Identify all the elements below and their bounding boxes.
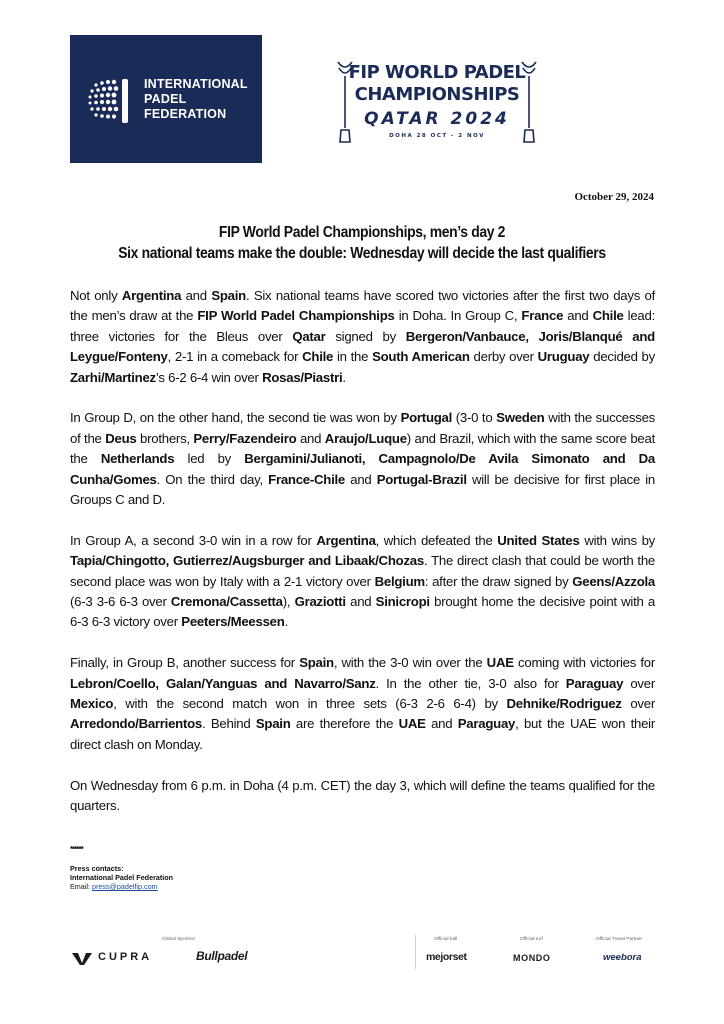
official-turf-label: Official turf: [520, 937, 543, 942]
bold-run: Perry/Fazendeiro: [193, 430, 297, 446]
paragraph-2: [70, 408, 655, 510]
text-run: and: [296, 430, 325, 446]
text-run: in Doha. In Group C,: [394, 308, 522, 324]
text-run: In Group A, a second 3-0 win in a row for: [70, 532, 317, 548]
bold-run: France-Chile: [268, 471, 346, 487]
ipf-logo-line1: INTERNATIONAL: [144, 77, 248, 91]
bold-run: Graziotti: [294, 594, 346, 610]
text-run: signed by: [325, 328, 406, 344]
bold-run: Dehnike/Rodriguez: [506, 696, 622, 712]
text-run: . The direct clash that could be worth the second place was won by Italy with a 2-1 victory over: [70, 553, 656, 589]
bold-run: Rosas/Piastri: [262, 369, 343, 385]
bold-run: Sinicropi: [375, 594, 430, 610]
text-run: and: [563, 308, 593, 324]
email-link[interactable]: press@padelfip.com: [91, 882, 158, 891]
paragraph-1: [70, 286, 655, 388]
email-label: Email:: [70, 882, 92, 891]
text-run: , but the UAE won their direct clash on Monday.: [70, 716, 655, 752]
contact-org-name: International Padel Federation: [70, 873, 174, 882]
bold-run: United States: [497, 532, 580, 548]
mondo-logo: MONDO: [513, 953, 551, 963]
sponsor-divider: [415, 935, 416, 969]
text-run: will be decisive for first place in Groups C and D.: [70, 471, 655, 508]
text-run: In Group D, on the other hand, the second tie was won by: [70, 410, 401, 426]
ipf-logo-text: [144, 77, 248, 122]
text-run: (3-0 to: [452, 410, 497, 426]
event-logo-line1: FIP WORLD PADEL: [348, 62, 526, 83]
padel-racket-icon: [86, 75, 138, 127]
text-run: . In the other tie, 3-0 also for: [375, 675, 566, 691]
text-run: On Wednesday from 6 p.m. in Doha (4 p.m. CET) the day 3, which will define the teams qualified for the quarters.: [70, 777, 655, 814]
text-run: derby over: [469, 349, 538, 365]
global-sponsor-label: Global Sponsor: [162, 937, 196, 942]
bold-run: Chile: [592, 308, 624, 324]
press-contacts: [70, 864, 173, 891]
text-run: with the successes of the: [70, 410, 655, 446]
text-run: and: [425, 716, 458, 732]
text-run: and: [345, 594, 376, 610]
text-run: .: [342, 369, 346, 385]
cupra-icon: [72, 951, 92, 965]
text-run: : after the draw signed by: [424, 573, 573, 589]
separator-stars: ******: [70, 845, 83, 854]
bold-run: Portugal-Brazil: [376, 471, 467, 487]
text-run: are therefore the: [290, 716, 399, 732]
bold-run: Deus: [105, 430, 137, 446]
text-run: .: [284, 614, 288, 630]
bullpadel-logo: Bullpadel: [196, 949, 248, 963]
event-logo-line3: QATAR 2024: [364, 109, 510, 129]
text-run: . Six national teams have scored two victories after the first two days of the men’s draw at the: [70, 288, 655, 324]
bold-run: Geens/Azzola: [572, 573, 655, 589]
text-run: over: [623, 675, 655, 691]
bold-run: Netherlands: [100, 451, 175, 467]
text-run: and: [181, 288, 212, 303]
article-body: [70, 286, 655, 837]
weebora-logo: weebora: [603, 952, 642, 963]
text-run: decided by: [589, 349, 655, 365]
bold-run: Spain: [299, 655, 334, 671]
bold-run: UAE: [486, 655, 514, 671]
bold-run: Chile: [302, 349, 334, 365]
text-run: ’s 6-2 6-4 win over: [155, 369, 263, 385]
bold-run: Tapia/Chingotto, Gutierrez/Augsburger and Libaak/Chozas: [70, 553, 424, 569]
bold-run: South American: [372, 349, 470, 365]
text-run: lead: three victories for the Bleus over: [70, 308, 656, 344]
text-run: with wins by: [579, 532, 655, 548]
text-run: (6-3 3-6 6-3 over: [70, 594, 171, 610]
bold-run: Arredondo/Barrientos: [70, 716, 203, 732]
bold-run: Paraguay: [457, 716, 516, 732]
text-run: , with the second match won in three sets (6-3 2-6 6-4) by: [113, 696, 507, 712]
contact-email-row: [70, 882, 173, 891]
text-run: brought home the decisive point with a 6-3 6-3 victory over: [70, 594, 655, 630]
text-run: led by: [174, 451, 245, 467]
event-logo-line4: DOHA 28 OCT - 2 NOV: [389, 133, 485, 139]
text-run: coming with victories for: [513, 655, 655, 671]
bold-run: Spain: [211, 288, 246, 303]
text-run: over: [621, 696, 655, 712]
text-run: Not only: [70, 288, 122, 303]
bold-run: Araujo/Luque: [324, 430, 407, 446]
bold-run: Sweden: [496, 410, 545, 426]
subheadline: Six national teams make the double: Wednesday will decide the last qualifiers: [118, 245, 606, 262]
text-run: in the: [333, 349, 373, 365]
bold-run: Cremona/Cassetta: [170, 594, 283, 610]
official-travel-label: Official Travel Partner: [596, 937, 643, 942]
ipf-logo: [70, 35, 262, 163]
bold-run: Argentina: [316, 532, 376, 548]
bold-run: Peeters/Meessen: [181, 614, 285, 630]
bold-run: Lebron/Coello, Galan/Yanguas and Navarro/Sanz: [70, 675, 376, 691]
text-run: and: [345, 471, 377, 487]
paragraph-4: [70, 653, 655, 755]
text-run: ) and Brazil, which with the same score beat the: [70, 430, 655, 467]
ipf-logo-line2: PADEL: [144, 92, 187, 106]
official-ball-label: Official ball: [434, 937, 458, 942]
bold-run: Paraguay: [565, 675, 624, 691]
bold-run: Spain: [255, 716, 291, 732]
cupra-logo: CUPRA: [98, 951, 153, 963]
press-contacts-label: Press contacts:: [70, 864, 124, 873]
bold-run: Bergamini/Julianoti, Campagnolo/De Avila Simonato and Da Cunha/Gomes: [70, 451, 655, 487]
text-run: , 2-1 in a comeback for: [167, 349, 303, 365]
text-run: ),: [282, 594, 295, 610]
bold-run: Mexico: [70, 696, 114, 712]
bold-run: FIP World Padel Championships: [197, 308, 395, 324]
bold-run: UAE: [398, 716, 426, 732]
text-run: . Behind: [202, 716, 256, 732]
text-run: brothers,: [136, 430, 194, 446]
bold-run: Argentina: [121, 288, 182, 303]
paragraph-5: [70, 776, 655, 817]
event-logo-line2: CHAMPIONSHIPS: [354, 84, 520, 105]
bold-run: Bergeron/Vanbauce, Joris/Blanqué and Leygue/Fonteny: [70, 328, 655, 365]
paragraph-3: [70, 531, 655, 633]
ipf-logo-line3: FEDERATION: [144, 107, 227, 121]
bold-run: Uruguay: [537, 349, 590, 365]
text-run: , which defeated the: [375, 532, 498, 548]
mejorset-logo: mejorset: [426, 951, 467, 963]
bold-run: Portugal: [400, 410, 453, 426]
bold-run: France: [521, 308, 564, 324]
world-championships-logo: [346, 58, 528, 150]
bold-run: Belgium: [374, 573, 425, 589]
text-run: , with the 3-0 win over the: [333, 655, 487, 671]
release-date: October 29, 2024: [574, 191, 654, 203]
text-run: Finally, in Group B, another success for: [70, 655, 300, 671]
bold-run: Qatar: [292, 328, 326, 344]
headline: FIP World Padel Championships, men’s day 2: [218, 224, 506, 241]
bold-run: Zarhi/Martinez: [70, 369, 156, 385]
text-run: . On the third day,: [156, 471, 269, 487]
